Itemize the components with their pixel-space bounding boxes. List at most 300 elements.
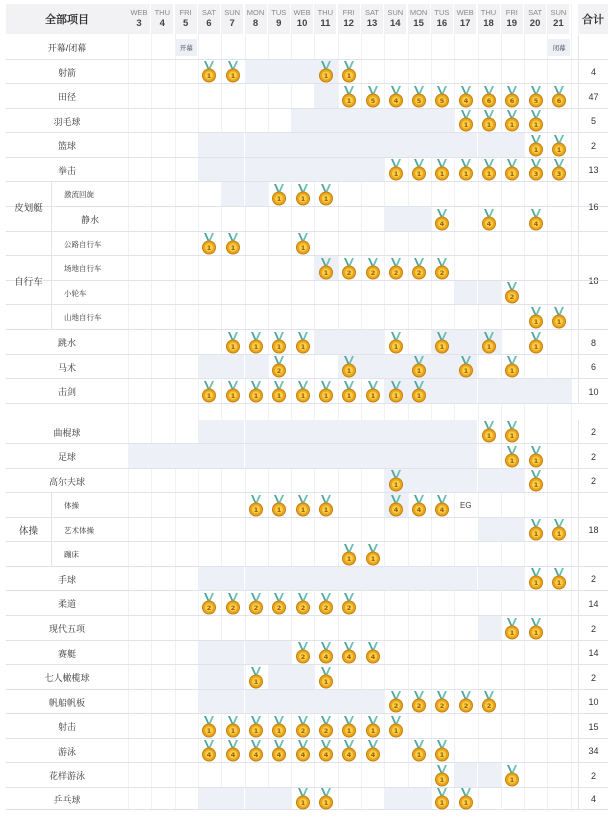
gold-medal-icon[interactable] bbox=[271, 356, 287, 378]
sport-name[interactable]: 跳水 bbox=[57, 338, 76, 348]
day-date: 4 bbox=[159, 18, 165, 29]
gold-medal-icon[interactable] bbox=[271, 593, 287, 615]
sport-name[interactable]: 击剑 bbox=[57, 387, 76, 397]
gold-medal-icon[interactable] bbox=[434, 495, 450, 517]
gold-medal-icon[interactable] bbox=[201, 740, 217, 762]
gold-medal-icon[interactable] bbox=[528, 568, 544, 590]
shaded-day bbox=[338, 330, 361, 354]
gold-medal-icon[interactable] bbox=[318, 495, 334, 517]
day-header[interactable] bbox=[454, 4, 476, 34]
sport-group-name[interactable]: 皮划艇 bbox=[6, 182, 52, 232]
sport-name[interactable]: 羽毛球 bbox=[53, 116, 81, 127]
svg-text:1: 1 bbox=[230, 342, 235, 351]
sport-name[interactable]: 激流回旋 bbox=[64, 190, 94, 199]
svg-text:1: 1 bbox=[300, 244, 305, 252]
sport-name[interactable]: 曲棍球 bbox=[53, 427, 81, 438]
sport-name[interactable]: 公路自行车 bbox=[64, 239, 102, 249]
medal-total: 10 bbox=[578, 690, 608, 714]
shaded-day bbox=[384, 420, 407, 443]
gold-medal-icon[interactable] bbox=[481, 86, 497, 108]
gold-medal-icon[interactable] bbox=[318, 788, 334, 810]
shaded-day bbox=[314, 109, 337, 132]
gold-medal-icon[interactable] bbox=[434, 258, 450, 280]
gold-medal-icon[interactable] bbox=[504, 356, 520, 378]
gold-medal-icon[interactable] bbox=[388, 86, 404, 108]
gold-medal-icon[interactable] bbox=[434, 691, 450, 713]
sport-group-name[interactable]: 体操 bbox=[6, 493, 52, 567]
sport-name[interactable]: 射箭 bbox=[57, 67, 76, 78]
shaded-day bbox=[268, 665, 291, 689]
gold-medal-icon[interactable] bbox=[295, 381, 311, 403]
day-header[interactable] bbox=[314, 4, 336, 34]
day-header[interactable] bbox=[524, 4, 546, 34]
medal-total: 5 bbox=[578, 109, 608, 133]
gold-medal-icon[interactable] bbox=[434, 332, 450, 354]
gold-medal-icon[interactable] bbox=[318, 740, 334, 762]
svg-text:1: 1 bbox=[393, 391, 399, 400]
svg-text:1: 1 bbox=[346, 96, 352, 105]
day-header[interactable] bbox=[128, 4, 150, 34]
gold-medal-icon[interactable] bbox=[458, 86, 474, 108]
gold-medal-icon[interactable] bbox=[551, 568, 567, 590]
gold-medal-icon[interactable] bbox=[248, 593, 264, 615]
sport-name[interactable]: 场地自行车 bbox=[64, 264, 102, 273]
svg-text:1: 1 bbox=[253, 726, 259, 735]
shaded-day bbox=[338, 567, 361, 590]
all-events-header[interactable]: 全部项目 bbox=[6, 4, 128, 34]
gold-medal-icon[interactable] bbox=[458, 691, 474, 713]
gold-medal-icon[interactable] bbox=[434, 788, 450, 810]
shaded-day bbox=[291, 567, 314, 590]
day-header[interactable] bbox=[151, 4, 173, 34]
day-header[interactable] bbox=[547, 4, 569, 34]
gold-medal-icon[interactable] bbox=[528, 159, 544, 181]
gold-medal-icon[interactable] bbox=[434, 765, 450, 787]
gold-medal-icon[interactable] bbox=[411, 258, 427, 280]
gold-medal-icon[interactable] bbox=[365, 544, 381, 566]
svg-text:2: 2 bbox=[440, 268, 445, 277]
sport-name[interactable]: 七人橄榄球 bbox=[44, 673, 90, 683]
shaded-day bbox=[547, 379, 570, 403]
gold-medal-icon[interactable] bbox=[388, 332, 404, 354]
svg-text:1: 1 bbox=[533, 342, 538, 351]
gold-medal-icon[interactable] bbox=[481, 332, 497, 354]
medal-total: 47 bbox=[578, 84, 608, 109]
shaded-day bbox=[501, 469, 524, 492]
shaded-day bbox=[408, 444, 431, 468]
svg-text:1: 1 bbox=[230, 244, 235, 252]
svg-text:1: 1 bbox=[277, 194, 282, 203]
shaded-day bbox=[361, 330, 384, 354]
sport-name[interactable]: 小轮车 bbox=[64, 288, 87, 298]
shaded-day bbox=[314, 690, 337, 713]
gold-medal-icon[interactable] bbox=[528, 86, 544, 108]
gold-medal-icon[interactable] bbox=[201, 716, 217, 738]
gold-medal-icon[interactable] bbox=[295, 642, 311, 664]
svg-text:4: 4 bbox=[277, 751, 282, 759]
gold-medal-icon[interactable] bbox=[388, 159, 404, 181]
svg-text:1: 1 bbox=[346, 72, 352, 80]
gold-medal-icon[interactable] bbox=[551, 307, 567, 329]
day-date: 13 bbox=[366, 18, 378, 29]
svg-text:1: 1 bbox=[323, 268, 329, 277]
gold-medal-icon[interactable] bbox=[295, 788, 311, 810]
shaded-day bbox=[268, 788, 291, 809]
gold-medal-icon[interactable] bbox=[295, 184, 311, 206]
svg-text:1: 1 bbox=[300, 342, 305, 351]
shaded-day bbox=[221, 182, 244, 206]
sport-name[interactable]: 高尔夫球 bbox=[48, 476, 85, 487]
shaded-day bbox=[221, 567, 244, 590]
shaded-day bbox=[314, 84, 337, 108]
gold-medal-icon[interactable] bbox=[504, 618, 520, 640]
gold-medal-icon[interactable] bbox=[481, 421, 497, 443]
gold-medal-icon[interactable] bbox=[365, 716, 381, 738]
gold-medal-icon[interactable] bbox=[388, 258, 404, 280]
gold-medal-icon[interactable] bbox=[341, 258, 357, 280]
gold-medal-icon[interactable] bbox=[411, 740, 427, 762]
day-date: 5 bbox=[182, 18, 189, 29]
day-header[interactable] bbox=[338, 4, 360, 34]
svg-text:5: 5 bbox=[440, 96, 445, 105]
gold-medal-icon[interactable] bbox=[225, 233, 241, 255]
sport-name[interactable]: 足球 bbox=[57, 452, 76, 462]
svg-text:2: 2 bbox=[486, 702, 492, 710]
shaded-day bbox=[151, 444, 174, 468]
gold-medal-icon[interactable] bbox=[411, 159, 427, 181]
shaded-day bbox=[221, 788, 244, 809]
gold-medal-icon[interactable] bbox=[458, 159, 474, 181]
svg-text:1: 1 bbox=[510, 628, 515, 637]
shaded-day bbox=[361, 420, 384, 443]
sport-name[interactable]: 静水 bbox=[80, 215, 99, 225]
medal-total bbox=[578, 35, 608, 60]
gold-medal-icon[interactable] bbox=[504, 765, 520, 787]
ceremony-tag: 闭幕 bbox=[548, 39, 569, 56]
svg-text:2: 2 bbox=[393, 702, 399, 710]
sport-name[interactable]: 蹦床 bbox=[64, 550, 79, 559]
gold-medal-icon[interactable] bbox=[504, 421, 520, 443]
svg-text:1: 1 bbox=[370, 726, 375, 735]
svg-text:1: 1 bbox=[440, 170, 445, 178]
gold-medal-icon[interactable] bbox=[365, 258, 381, 280]
medal-total: 2 bbox=[578, 420, 608, 444]
shaded-day bbox=[291, 60, 314, 83]
day-date: 21 bbox=[553, 18, 564, 29]
day-date: 19 bbox=[506, 18, 518, 29]
gold-medal-icon[interactable] bbox=[225, 593, 241, 615]
sport-name[interactable]: 手球 bbox=[57, 574, 76, 585]
gold-medal-icon[interactable] bbox=[551, 86, 567, 108]
day-of-week: MON bbox=[409, 8, 428, 17]
gold-medal-icon[interactable] bbox=[271, 332, 287, 354]
sport-name[interactable]: 柔道 bbox=[57, 599, 76, 609]
sport-group-name[interactable]: 自行车 bbox=[6, 232, 52, 330]
gold-medal-icon[interactable] bbox=[318, 381, 334, 403]
gold-medal-icon[interactable] bbox=[295, 495, 311, 517]
gold-medal-icon[interactable] bbox=[341, 716, 357, 738]
gold-medal-icon[interactable] bbox=[201, 233, 217, 255]
gold-medal-icon[interactable] bbox=[458, 110, 474, 132]
day-header[interactable] bbox=[221, 4, 243, 34]
gold-medal-icon[interactable] bbox=[248, 381, 264, 403]
gold-medal-icon[interactable] bbox=[201, 381, 217, 403]
gold-medal-icon[interactable] bbox=[365, 381, 381, 403]
svg-text:1: 1 bbox=[440, 751, 445, 759]
shaded-day bbox=[478, 469, 501, 492]
gold-medal-icon[interactable] bbox=[248, 716, 264, 738]
svg-text:1: 1 bbox=[556, 579, 562, 587]
shaded-day bbox=[291, 444, 314, 468]
gold-medal-icon[interactable] bbox=[341, 642, 357, 664]
gold-medal-icon[interactable] bbox=[318, 258, 334, 280]
gold-medal-icon[interactable] bbox=[481, 159, 497, 181]
gold-medal-icon[interactable] bbox=[365, 642, 381, 664]
gold-medal-icon[interactable] bbox=[528, 307, 544, 329]
gold-medal-icon[interactable] bbox=[248, 740, 264, 762]
gold-medal-icon[interactable] bbox=[434, 209, 450, 231]
sport-name[interactable]: 赛艇 bbox=[57, 648, 76, 659]
gold-medal-icon[interactable] bbox=[481, 691, 497, 713]
sport-name[interactable]: 开幕/闭幕 bbox=[47, 43, 87, 53]
gold-medal-icon[interactable] bbox=[528, 618, 544, 640]
medal-total: 2 bbox=[578, 444, 608, 469]
gold-medal-icon[interactable] bbox=[225, 332, 241, 354]
gold-medal-icon[interactable] bbox=[341, 544, 357, 566]
sport-name[interactable]: 乒乓球 bbox=[53, 794, 81, 805]
shaded-day bbox=[221, 158, 244, 181]
gold-medal-icon[interactable] bbox=[365, 86, 381, 108]
shaded-day bbox=[454, 444, 477, 468]
gold-medal-icon[interactable] bbox=[248, 495, 264, 517]
day-of-week: SUN bbox=[550, 8, 567, 17]
day-of-week: TUS bbox=[271, 8, 287, 17]
gold-medal-icon[interactable] bbox=[458, 788, 474, 810]
svg-text:1: 1 bbox=[300, 505, 305, 514]
day-date: 10 bbox=[296, 18, 308, 29]
day-header[interactable] bbox=[431, 4, 453, 34]
sport-name[interactable]: 马术 bbox=[57, 362, 76, 373]
gold-medal-icon[interactable] bbox=[411, 381, 427, 403]
gold-medal-icon[interactable] bbox=[411, 691, 427, 713]
day-header[interactable] bbox=[478, 4, 500, 34]
gold-medal-icon[interactable] bbox=[295, 593, 311, 615]
gold-medal-icon[interactable] bbox=[201, 593, 217, 615]
sport-name[interactable]: 篮球 bbox=[57, 141, 76, 151]
svg-text:1: 1 bbox=[277, 505, 282, 514]
gold-medal-icon[interactable] bbox=[504, 110, 520, 132]
gold-medal-icon[interactable] bbox=[271, 184, 287, 206]
gold-medal-icon[interactable] bbox=[528, 446, 544, 468]
sport-name[interactable]: 射击 bbox=[57, 722, 76, 732]
gold-medal-icon[interactable] bbox=[271, 740, 287, 762]
gold-medal-icon[interactable] bbox=[295, 233, 311, 255]
medal-total: 8 bbox=[578, 330, 608, 355]
shaded-day bbox=[221, 665, 244, 689]
gold-medal-icon[interactable] bbox=[434, 86, 450, 108]
gold-medal-icon[interactable] bbox=[225, 61, 241, 83]
svg-text:4: 4 bbox=[440, 219, 445, 228]
svg-text:2: 2 bbox=[300, 603, 305, 612]
gold-medal-icon[interactable] bbox=[388, 691, 404, 713]
svg-text:1: 1 bbox=[393, 170, 399, 178]
gold-medal-icon[interactable] bbox=[434, 159, 450, 181]
gold-medal-icon[interactable] bbox=[458, 356, 474, 378]
gold-medal-icon[interactable] bbox=[388, 470, 404, 492]
medal-total: 4 bbox=[578, 788, 608, 810]
gold-medal-icon[interactable] bbox=[271, 495, 287, 517]
gold-medal-icon[interactable] bbox=[504, 159, 520, 181]
shaded-day bbox=[454, 379, 477, 403]
day-of-week: SAT bbox=[201, 8, 216, 17]
svg-text:1: 1 bbox=[300, 194, 305, 203]
shaded-day bbox=[198, 133, 221, 157]
gold-medal-icon[interactable] bbox=[481, 110, 497, 132]
gold-medal-icon[interactable] bbox=[271, 381, 287, 403]
gold-medal-icon[interactable] bbox=[225, 740, 241, 762]
day-date: 8 bbox=[252, 18, 259, 29]
day-header[interactable] bbox=[175, 4, 197, 34]
svg-text:1: 1 bbox=[370, 554, 375, 563]
sport-name[interactable]: 现代五项 bbox=[48, 624, 85, 634]
shaded-day bbox=[291, 133, 314, 157]
shaded-day bbox=[338, 420, 361, 443]
svg-text:1: 1 bbox=[207, 391, 212, 400]
sport-name[interactable]: 艺术体操 bbox=[64, 525, 94, 535]
gold-medal-icon[interactable] bbox=[551, 159, 567, 181]
gold-medal-icon[interactable] bbox=[341, 740, 357, 762]
gold-medal-icon[interactable] bbox=[481, 209, 497, 231]
svg-text:1: 1 bbox=[440, 775, 445, 784]
day-header[interactable] bbox=[501, 4, 523, 34]
shaded-day bbox=[198, 444, 221, 468]
gold-medal-icon[interactable] bbox=[365, 740, 381, 762]
gold-medal-icon[interactable] bbox=[411, 86, 427, 108]
gold-medal-icon[interactable] bbox=[318, 184, 334, 206]
gold-medal-icon[interactable] bbox=[388, 381, 404, 403]
day-header[interactable] bbox=[245, 4, 267, 34]
gold-medal-icon[interactable] bbox=[388, 495, 404, 517]
svg-text:1: 1 bbox=[440, 342, 445, 351]
svg-text:1: 1 bbox=[393, 481, 399, 489]
gold-medal-icon[interactable] bbox=[528, 519, 544, 541]
shaded-day bbox=[198, 355, 221, 378]
shaded-day bbox=[431, 379, 454, 403]
shaded-day bbox=[221, 420, 244, 443]
gold-medal-icon[interactable] bbox=[341, 86, 357, 108]
svg-text:1: 1 bbox=[253, 505, 259, 514]
svg-text:1: 1 bbox=[486, 121, 492, 129]
gold-medal-icon[interactable] bbox=[528, 470, 544, 492]
gold-medal-icon[interactable] bbox=[225, 381, 241, 403]
gold-medal-icon[interactable] bbox=[341, 356, 357, 378]
gold-medal-icon[interactable] bbox=[295, 740, 311, 762]
svg-text:4: 4 bbox=[253, 751, 259, 759]
gold-medal-icon[interactable] bbox=[411, 495, 427, 517]
shaded-day bbox=[291, 665, 314, 689]
gold-medal-icon[interactable] bbox=[528, 135, 544, 157]
shaded-day bbox=[454, 567, 477, 590]
gold-medal-icon[interactable] bbox=[551, 135, 567, 157]
gold-medal-icon[interactable] bbox=[528, 332, 544, 354]
day-header[interactable] bbox=[198, 4, 220, 34]
gold-medal-icon[interactable] bbox=[504, 282, 520, 304]
gold-medal-icon[interactable] bbox=[341, 61, 357, 83]
gold-medal-icon[interactable] bbox=[318, 642, 334, 664]
medal-total: 4 bbox=[578, 60, 608, 84]
medal-total: 14 bbox=[578, 641, 608, 665]
day-of-week: TUS bbox=[434, 8, 450, 17]
sport-name[interactable]: 山地自行车 bbox=[64, 313, 102, 322]
sport-name[interactable]: 体操 bbox=[64, 501, 79, 510]
gold-medal-icon[interactable] bbox=[341, 593, 357, 615]
day-header[interactable] bbox=[291, 4, 313, 34]
shaded-day bbox=[291, 420, 314, 443]
gold-medal-icon[interactable] bbox=[318, 593, 334, 615]
svg-text:1: 1 bbox=[533, 530, 538, 538]
gold-medal-icon[interactable] bbox=[248, 332, 264, 354]
gold-medal-icon[interactable] bbox=[201, 61, 217, 83]
shaded-day bbox=[314, 330, 337, 354]
medal-total: 10 bbox=[578, 379, 608, 404]
svg-text:1: 1 bbox=[463, 367, 468, 375]
gold-medal-icon[interactable] bbox=[318, 716, 334, 738]
gold-medal-icon[interactable] bbox=[504, 446, 520, 468]
sport-name[interactable]: 田径 bbox=[57, 92, 76, 102]
gold-medal-icon[interactable] bbox=[248, 667, 264, 689]
day-header[interactable] bbox=[384, 4, 406, 34]
shaded-day bbox=[361, 133, 384, 157]
day-header[interactable] bbox=[408, 4, 430, 34]
gold-medal-icon[interactable] bbox=[295, 716, 311, 738]
shaded-day bbox=[454, 469, 477, 492]
sport-name[interactable]: 游泳 bbox=[57, 746, 76, 757]
gold-medal-icon[interactable] bbox=[341, 381, 357, 403]
day-header[interactable] bbox=[361, 4, 383, 34]
gold-medal-icon[interactable] bbox=[504, 86, 520, 108]
gold-medal-icon[interactable] bbox=[388, 716, 404, 738]
gold-medal-icon[interactable] bbox=[295, 332, 311, 354]
gold-medal-icon[interactable] bbox=[434, 740, 450, 762]
svg-text:1: 1 bbox=[416, 751, 422, 759]
gold-medal-icon[interactable] bbox=[225, 716, 241, 738]
svg-text:4: 4 bbox=[370, 653, 375, 661]
sport-name[interactable]: 花样游泳 bbox=[48, 771, 85, 781]
svg-text:2: 2 bbox=[346, 603, 352, 612]
shaded-day bbox=[268, 444, 291, 468]
svg-text:1: 1 bbox=[533, 145, 538, 154]
sport-name[interactable]: 拳击 bbox=[57, 165, 76, 176]
sport-name[interactable]: 帆船帆板 bbox=[48, 697, 85, 708]
gold-medal-icon[interactable] bbox=[271, 716, 287, 738]
shaded-day bbox=[501, 133, 524, 157]
gold-medal-icon[interactable] bbox=[528, 110, 544, 132]
gold-medal-icon[interactable] bbox=[528, 209, 544, 231]
medal-total: 14 bbox=[578, 591, 608, 616]
svg-text:2: 2 bbox=[323, 603, 329, 612]
gold-medal-icon[interactable] bbox=[551, 519, 567, 541]
shaded-day bbox=[198, 158, 221, 181]
gold-medal-icon[interactable] bbox=[318, 667, 334, 689]
shaded-day bbox=[431, 420, 454, 443]
shaded-day bbox=[384, 133, 407, 157]
gold-medal-icon[interactable] bbox=[411, 356, 427, 378]
day-header[interactable] bbox=[268, 4, 290, 34]
day-of-week: SUN bbox=[387, 8, 404, 17]
shaded-day bbox=[338, 133, 361, 157]
gold-medal-icon[interactable] bbox=[318, 61, 334, 83]
medal-total: 18 bbox=[578, 232, 608, 330]
